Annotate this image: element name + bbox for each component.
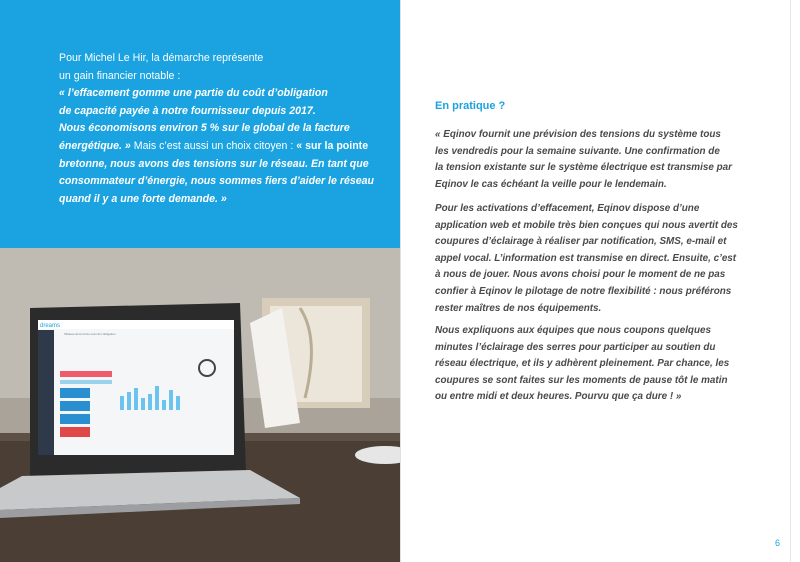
laptop-photo	[0, 248, 400, 562]
screen-title: Tableau de bord du suivi de l'obligation	[64, 332, 116, 336]
paragraph-line: minutes l’éclairage des serres pour participer au soutien du	[435, 341, 716, 353]
paragraph-line: application web et mobile très bien conçues qui nous avertit des	[435, 219, 738, 231]
paragraph-line: Pour les activations d’effacement, Eqinov dispose d’une	[435, 203, 700, 214]
page-divider	[400, 0, 401, 562]
quote-line: « l’effacement gomme une partie du coût d’obligation	[59, 87, 328, 100]
quote-panel	[0, 0, 400, 248]
paragraph-line: à nous de jouer. Nous avons choisi pour le moment de ne pas	[435, 269, 726, 281]
quote-line: Pour Michel Le Hir, la démarche représente	[59, 52, 264, 64]
paragraph-line: rester maîtres de nos équipements.	[435, 302, 602, 314]
quote-line: consommateur d’énergie, nous sommes fiers d’aider le réseau	[59, 175, 374, 188]
laptop-illustration	[0, 248, 400, 562]
paragraph-line: coupures se sont faites sur les moments de pause tôt le matin	[435, 374, 728, 386]
quote-fragment: « sur la pointe	[296, 139, 369, 152]
page-edge	[790, 0, 791, 562]
paragraph-line: Eqinov le cas échéant la veille pour le lendemain.	[435, 178, 667, 190]
paragraph-line: appel vocal. L’information est transmise en direct. Ensuite, c’est	[435, 252, 737, 264]
quote-line: un gain financier notable :	[59, 69, 181, 82]
quote-fragment: énergétique. »	[59, 139, 131, 152]
paragraph-line: ou entre midi et deux heures. Pourvu que ça dure ! »	[435, 391, 682, 403]
paragraph-line: la tension existante sur le système électrique est transmise par	[435, 162, 732, 174]
pull-quote	[59, 50, 374, 208]
section-heading: En pratique ?	[435, 100, 506, 112]
screen-logo: dreams	[40, 323, 61, 329]
quote-fragment: Mais c’est aussi un choix citoyen :	[130, 139, 297, 152]
paragraph-line: « Eqinov fournit une prévision des tensions du système tous	[435, 129, 721, 140]
paragraph-3	[435, 323, 775, 406]
page-number: 6	[774, 538, 780, 548]
quote-line: quand il y a une forte demande. »	[59, 192, 227, 205]
paragraph-line: les vendredis pour la semaine suivante. Une confirmation de	[435, 145, 720, 157]
paragraph-2	[435, 201, 775, 317]
quote-line: bretonne, nous avons des tensions sur le réseau. En tant que	[59, 157, 369, 170]
paragraph-line: confier à Eqinov le pilotage de notre flexibilité : nous préférons	[435, 285, 732, 297]
quote-line: Nous économisons environ 5 % sur le global de la facture	[59, 122, 350, 135]
paragraph-line: coupures d’éclairage à réaliser par notification, SMS, e-mail et	[435, 236, 727, 248]
laptop-screen	[30, 303, 246, 476]
paragraph-line: réseau électrique, et ils y adhèrent pleinement. Par chance, les	[435, 358, 730, 370]
paragraph-line: Nous expliquons aux équipes que nous coupons quelques	[435, 325, 711, 336]
quote-line	[59, 138, 374, 156]
paragraph-1	[435, 127, 775, 193]
quote-line: de capacité payée à notre fournisseur depuis 2017.	[59, 104, 316, 117]
